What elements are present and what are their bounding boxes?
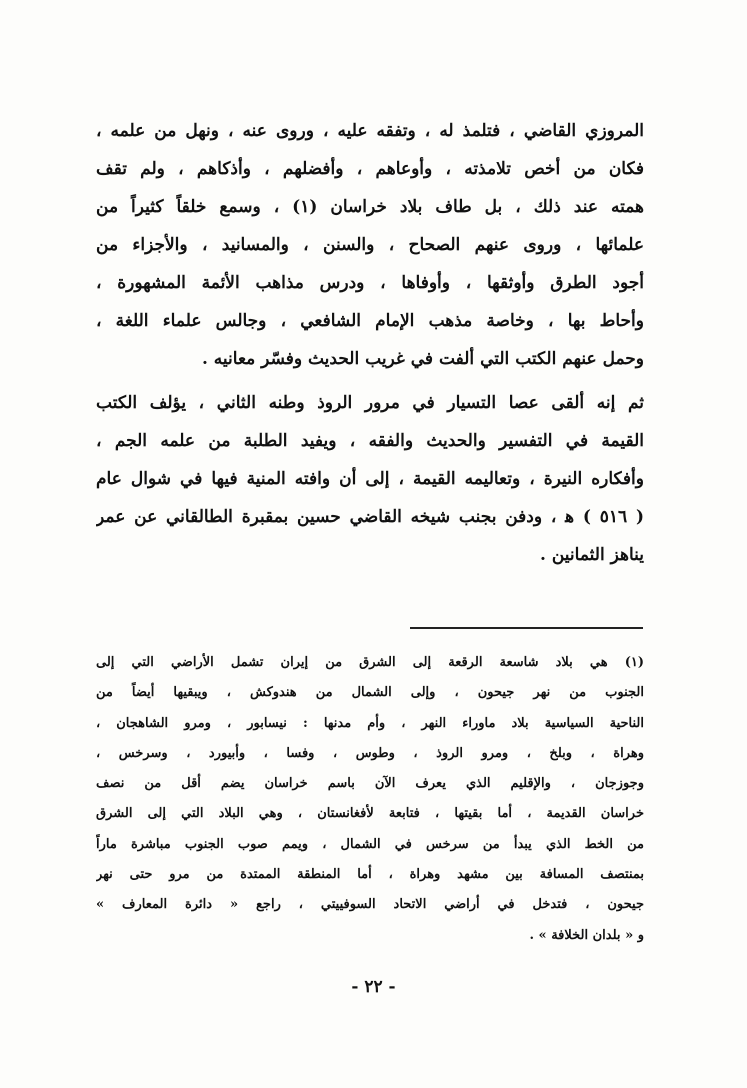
footnote-line: الجنوب من نهر جيحون ، وإلى الشمال من هندوكش ، ويبقيها أيضاً من xyxy=(96,685,644,701)
paragraph xyxy=(96,112,644,378)
paragraph xyxy=(96,384,644,574)
text-line: وأحاط بها ، وخاصة مذهب الإمام الشافعي ، وجالس علماء اللغة ، xyxy=(96,311,644,331)
footnote-line: جيحون ، فتدخل في أراضي الاتحاد السوفييتي ، راجع « دائرة المعارف » xyxy=(96,897,644,913)
main-text xyxy=(96,112,644,574)
text-line: أجود الطرق وأوثقها ، وأوفاها ، ودرس مذاهب الأئمة المشهورة ، xyxy=(96,273,644,293)
footnote-line: و « بلدان الخلافة » . xyxy=(529,927,644,943)
footnote-line: من الخط الذي يبدأ من سرخس في الشمال ، ويمم صوب الجنوب مباشرة ماراً xyxy=(96,836,644,852)
footnote-divider xyxy=(410,627,643,629)
footnote xyxy=(96,648,644,951)
text-line: علمائها ، وروى عنهم الصحاح ، والسنن ، والمسانيد ، والأجزاء من xyxy=(96,235,644,255)
text-line: فكان من أخص تلامذته ، وأوعاهم ، وأفضلهم ، وأذكاهم ، ولم تقف xyxy=(96,159,644,179)
text-line: ثم إنه ألقى عصا التسيار في مرور الروذ وطنه الثاني ، يؤلف الكتب xyxy=(96,393,644,413)
footnote-line: (١) هي بلاد شاسعة الرقعة إلى الشرق من إيران تشمل الأراضي التي إلى xyxy=(96,655,644,670)
text-line: ( ٥١٦ ) ﻫ ، ودفن بجنب شيخه القاضي حسين بمقبرة الطالقاني عن عمر xyxy=(96,507,644,527)
footnote-line: بمنتصف المسافة بين مشهد وهراة ، أما المنطقة الممتدة من مرو حتى نهر xyxy=(96,867,644,883)
text-line: وحمل عنهم الكتب التي ألفت في غريب الحديث وفسّر معانيه . xyxy=(201,349,644,369)
text-line: وأفكاره النيرة ، وتعاليمه القيمة ، إلى أن وافته المنية فيها في شوال عام xyxy=(96,469,644,489)
page-number: - ٢٢ - xyxy=(351,977,396,997)
footnote-line: وهراة ، وبلخ ، ومرو الروذ ، وطوس ، وفسا ، وأبيورد ، وسرخس ، xyxy=(96,745,644,761)
text-line: يناهز الثمانين . xyxy=(540,545,644,565)
text-line: المروزي القاضي ، فتلمذ له ، وتفقه عليه ، وروى عنه ، ونهل من علمه ، xyxy=(96,121,644,141)
footnote-line: وجوزجان ، والإقليم الذي يعرف الآن باسم خراسان يضم أقل من نصف xyxy=(96,776,644,792)
text-line: القيمة في التفسير والحديث والفقه ، ويفيد الطلبة من علمه الجم ، xyxy=(96,431,644,451)
footnote-line: خراسان القديمة ، أما بقيتها ، فتابعة لأفغانستان ، وهي البلاد التي إلى الشرق xyxy=(96,806,644,822)
footnote-line: الناحية السياسية بلاد ماوراء النهر ، وأم مدنها : نيسابور ، ومرو الشاهجان ، xyxy=(96,715,644,731)
text-line: همته عند ذلك ، بل طاف بلاد خراسان (١) ، وسمع خلقاً كثيراً من xyxy=(96,197,644,217)
